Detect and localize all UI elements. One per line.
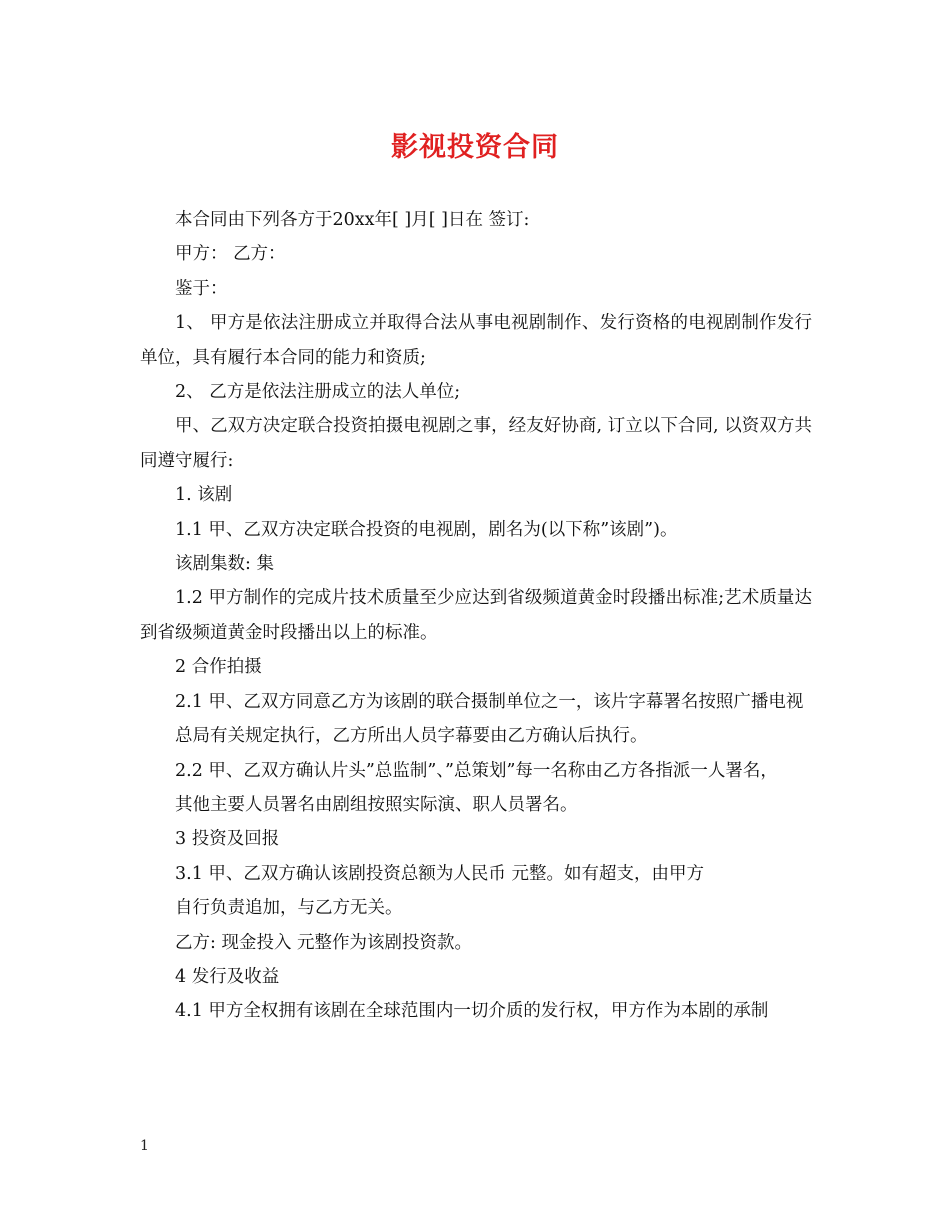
- section-heading-2: 2 合作拍摄: [175, 657, 262, 678]
- paragraph-party-b-investment: 乙方: 现金投入 元整作为该剧投资款。: [175, 932, 473, 953]
- paragraph-contract-date: 本合同由下列各方于20xx年[ ]月[ ]日在 签订:: [175, 210, 530, 230]
- paragraph-whereas-1: 1、 甲方是依法注册成立并取得合法从事电视剧制作、发行资格的电视剧制作发行单位，具有履行本合同的能力和资质;: [140, 313, 812, 368]
- clause-1-2: 1.2 甲方制作的完成片技术质量至少应达到省级频道黄金时段播出标准;艺术质量达到省级频道黄金时段播出以上的标准。: [140, 588, 812, 643]
- paragraph-parties: 甲方： 乙方：: [175, 244, 286, 265]
- paragraph-whereas-2: 2、 乙方是依法注册成立的法人单位;: [175, 382, 461, 403]
- page-number: 1: [140, 1138, 149, 1154]
- clause-3-1: 3.1 甲、乙双方确认该剧投资总额为人民币 元整。如有超支，由甲方: [175, 863, 704, 884]
- clause-1-1: 1.1 甲、乙双方决定联合投资的电视剧，剧名为(以下称”该剧”)。: [175, 519, 678, 540]
- clause-2-1: 2.1 甲、乙双方同意乙方为该剧的联合摄制单位之一，该片字幕署名按照广播电视: [175, 691, 804, 712]
- paragraph-episode-count: 该剧集数: 集: [175, 554, 274, 575]
- clause-2-1-continued: 总局有关规定执行，乙方所出人员字幕要由乙方确认后执行。: [175, 726, 648, 747]
- section-heading-4: 4 发行及收益: [175, 966, 280, 987]
- section-heading-1: 1. 该剧: [175, 485, 233, 506]
- document-title: 影视投资合同: [391, 132, 559, 163]
- document-body: [140, 203, 812, 1029]
- clause-2-2-continued: 其他主要人员署名由剧组按照实际演、职人员署名。: [175, 794, 578, 815]
- paragraph-agreement: 甲、乙双方决定联合投资拍摄电视剧之事，经友好协商, 订立以下合同, 以资双方共同遵守履行:: [140, 416, 812, 471]
- clause-2-2: 2.2 甲、乙双方确认片头”总监制”、”总策划”每一名称由乙方各指派一人署名，: [175, 760, 778, 781]
- paragraph-whereas: 鉴于：: [175, 278, 228, 299]
- section-heading-3: 3 投资及回报: [175, 829, 280, 850]
- clause-3-1-continued: 自行负责追加，与乙方无关。: [175, 898, 403, 919]
- clause-4-1: 4.1 甲方全权拥有该剧在全球范围内一切介质的发行权，甲方作为本剧的承制: [175, 1001, 769, 1022]
